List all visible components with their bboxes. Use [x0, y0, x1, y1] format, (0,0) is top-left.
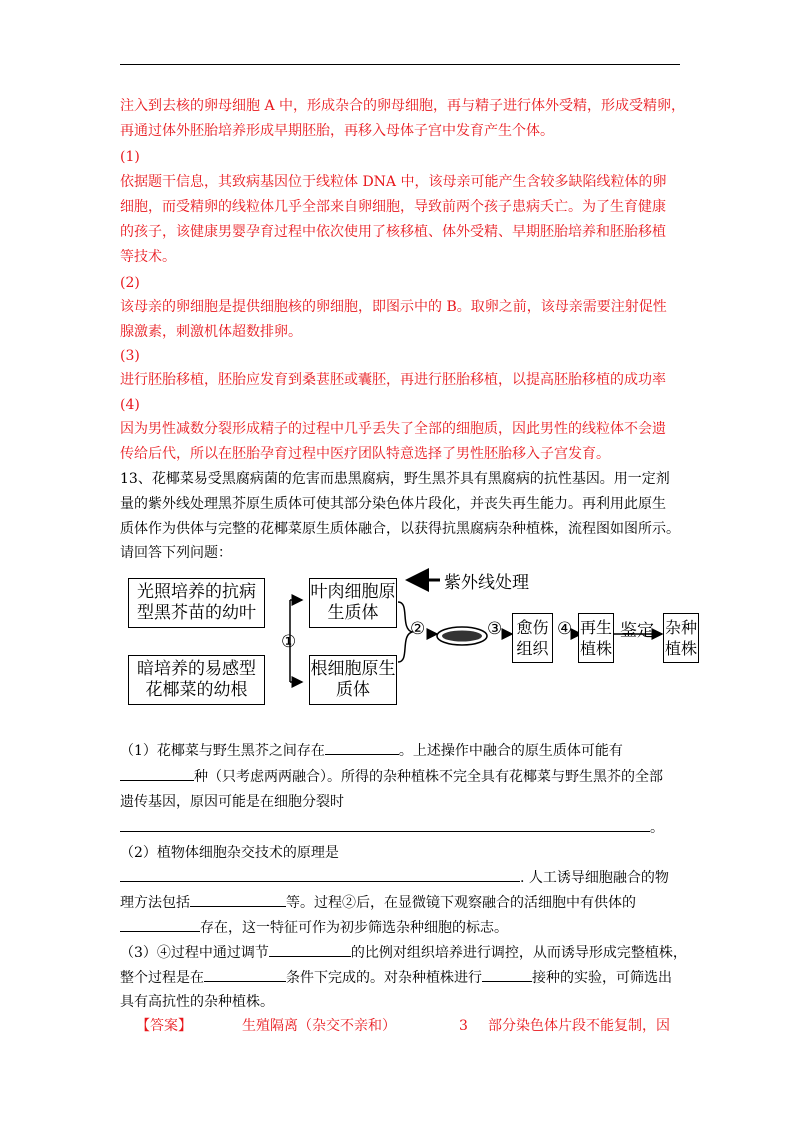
question-stem: 质体作为供体与完整的花椰菜原生质体融合，以获得抗黑腐病杂种植株，流程图如图所示。: [120, 521, 680, 537]
answer-blank[interactable]: [120, 867, 520, 882]
answer-blank[interactable]: [120, 917, 200, 932]
uv-treatment-label: 紫外线处理: [444, 573, 529, 593]
box-hybrid-plant: 杂种植株: [663, 613, 699, 663]
step2-label: ②: [410, 619, 426, 639]
step3-label: ③: [487, 619, 503, 639]
answer-3: 部分染色体片段不能复制，因: [488, 1018, 670, 1034]
question-2-line2: . 人工诱导细胞融合的物: [120, 867, 669, 888]
question-1-line3: 遗传基因，原因可能是在细胞分裂时: [120, 794, 344, 810]
question-2-line1: （2）植物体细胞杂交技术的原理是: [120, 845, 339, 861]
answer-blank[interactable]: [269, 942, 351, 957]
box-cauliflower-root: 暗培养的易感型花椰菜的幼根: [128, 655, 265, 705]
petri-dish-cells: [442, 631, 482, 642]
answer-blank[interactable]: [204, 967, 286, 982]
part-label: (1): [120, 149, 140, 165]
answer-blank[interactable]: [325, 740, 399, 755]
box-mesophyll-protoplast: 叶肉细胞原生质体: [309, 578, 397, 628]
question-3-line3: 具有高抗性的杂种植株。: [120, 994, 274, 1010]
explanation-line: 细胞，而受精卵的线粒体几乎全部来自卵细胞，导致前两个孩子患病夭亡。为了生育健康: [120, 199, 666, 215]
question-3-line2: 整个过程是在 条件下完成的。对杂种植株进行 接种的实验，可筛选出: [120, 967, 672, 988]
box-black-mustard-leaf: 光照培养的抗病型黑芥苗的幼叶: [128, 578, 265, 628]
answer-1: 生殖隔离（杂交不亲和）: [242, 1018, 396, 1034]
explanation-line: 进行胚胎移植，胚胎应发育到桑葚胚或囊胚，再进行胚胎移植，以提高胚胎移植的成功率: [120, 372, 666, 388]
explanation-line: 因为男性减数分裂形成精子的过程中几乎丢失了全部的细胞质，因此男性的线粒体不会遗: [120, 421, 666, 437]
explanation-line: 腺激素，刺激机体超数排卵。: [120, 324, 302, 340]
question-stem: 量的紫外线处理黑芥原生质体可使其部分染色体片段化，并丧失再生能力。再利用此原生: [120, 496, 666, 512]
explanation-line: 的孩子，该健康男婴孕育过程中依次使用了核移植、体外受精、早期胚胎培养和胚胎移植: [120, 224, 666, 240]
explanation-line: 依据题干信息，其致病基因位于线粒体 DNA 中，该母亲可能产生含较多缺陷线粒体的卵: [120, 174, 667, 190]
box-root-protoplast: 根细胞原生质体: [309, 655, 397, 705]
part-label: (4): [120, 397, 140, 413]
answer-blank[interactable]: [190, 892, 286, 907]
question-2-line4: 存在，这一特征可作为初步筛选杂种细胞的标志。: [120, 917, 508, 938]
question-1-line2: 种（只考虑两两融合）。所得的杂种植株不完全具有花椰菜与野生黑芥的全部: [120, 766, 663, 787]
step1-label: ①: [281, 632, 297, 652]
identify-label: 鉴定: [620, 621, 654, 641]
question-1-line1: （1）花椰菜与野生黑芥之间存在 。上述操作中融合的原生质体可能有: [120, 740, 623, 761]
explanation-line: 该母亲的卵细胞是提供细胞核的卵细胞，即图示中的 B。取卵之前，该母亲需要注射促性: [120, 299, 667, 315]
explanation-line: 注入到去核的卵母细胞 A 中，形成杂合的卵母细胞，再与精子进行体外受精，形成受精卵，: [120, 98, 686, 114]
box-callus: 愈伤组织: [512, 613, 553, 663]
explanation-line: 传给后代，所以在胚胎孕育过程中医疗团队特意选择了男性胚胎移入子宫发育。: [120, 446, 610, 462]
question-stem: 请回答下列问题：: [120, 545, 232, 561]
explanation-line: 等技术。: [120, 249, 176, 265]
part-label: (3): [120, 348, 140, 364]
box-regenerated-plant: 再生植株: [578, 613, 614, 663]
answer-label: 【答案】: [136, 1018, 192, 1034]
question-3-line1: （3）④过程中通过调节 的比例对组织培养进行调控，从而诱导形成完整植株，: [120, 942, 687, 963]
answer-2: 3: [459, 1018, 468, 1034]
answer-blank[interactable]: [120, 766, 194, 781]
answer-blank[interactable]: [120, 817, 650, 832]
part-label: (2): [120, 275, 140, 291]
explanation-line: 再通过体外胚胎培养形成早期胚胎，再移入母体子宫中发育产生个体。: [120, 123, 554, 139]
question-1-line4: 。: [120, 817, 664, 838]
answer-blank[interactable]: [482, 967, 532, 982]
step4-label: ④: [557, 619, 573, 639]
question-stem: 13、花椰菜易受黑腐病菌的危害而患黑腐病，野生黑芥具有黑腐病的抗性基因。用一定剂: [120, 471, 670, 487]
question-2-line3: 理方法包括 等。过程②后，在显微镜下观察融合的活细胞中有供体的: [120, 892, 636, 913]
